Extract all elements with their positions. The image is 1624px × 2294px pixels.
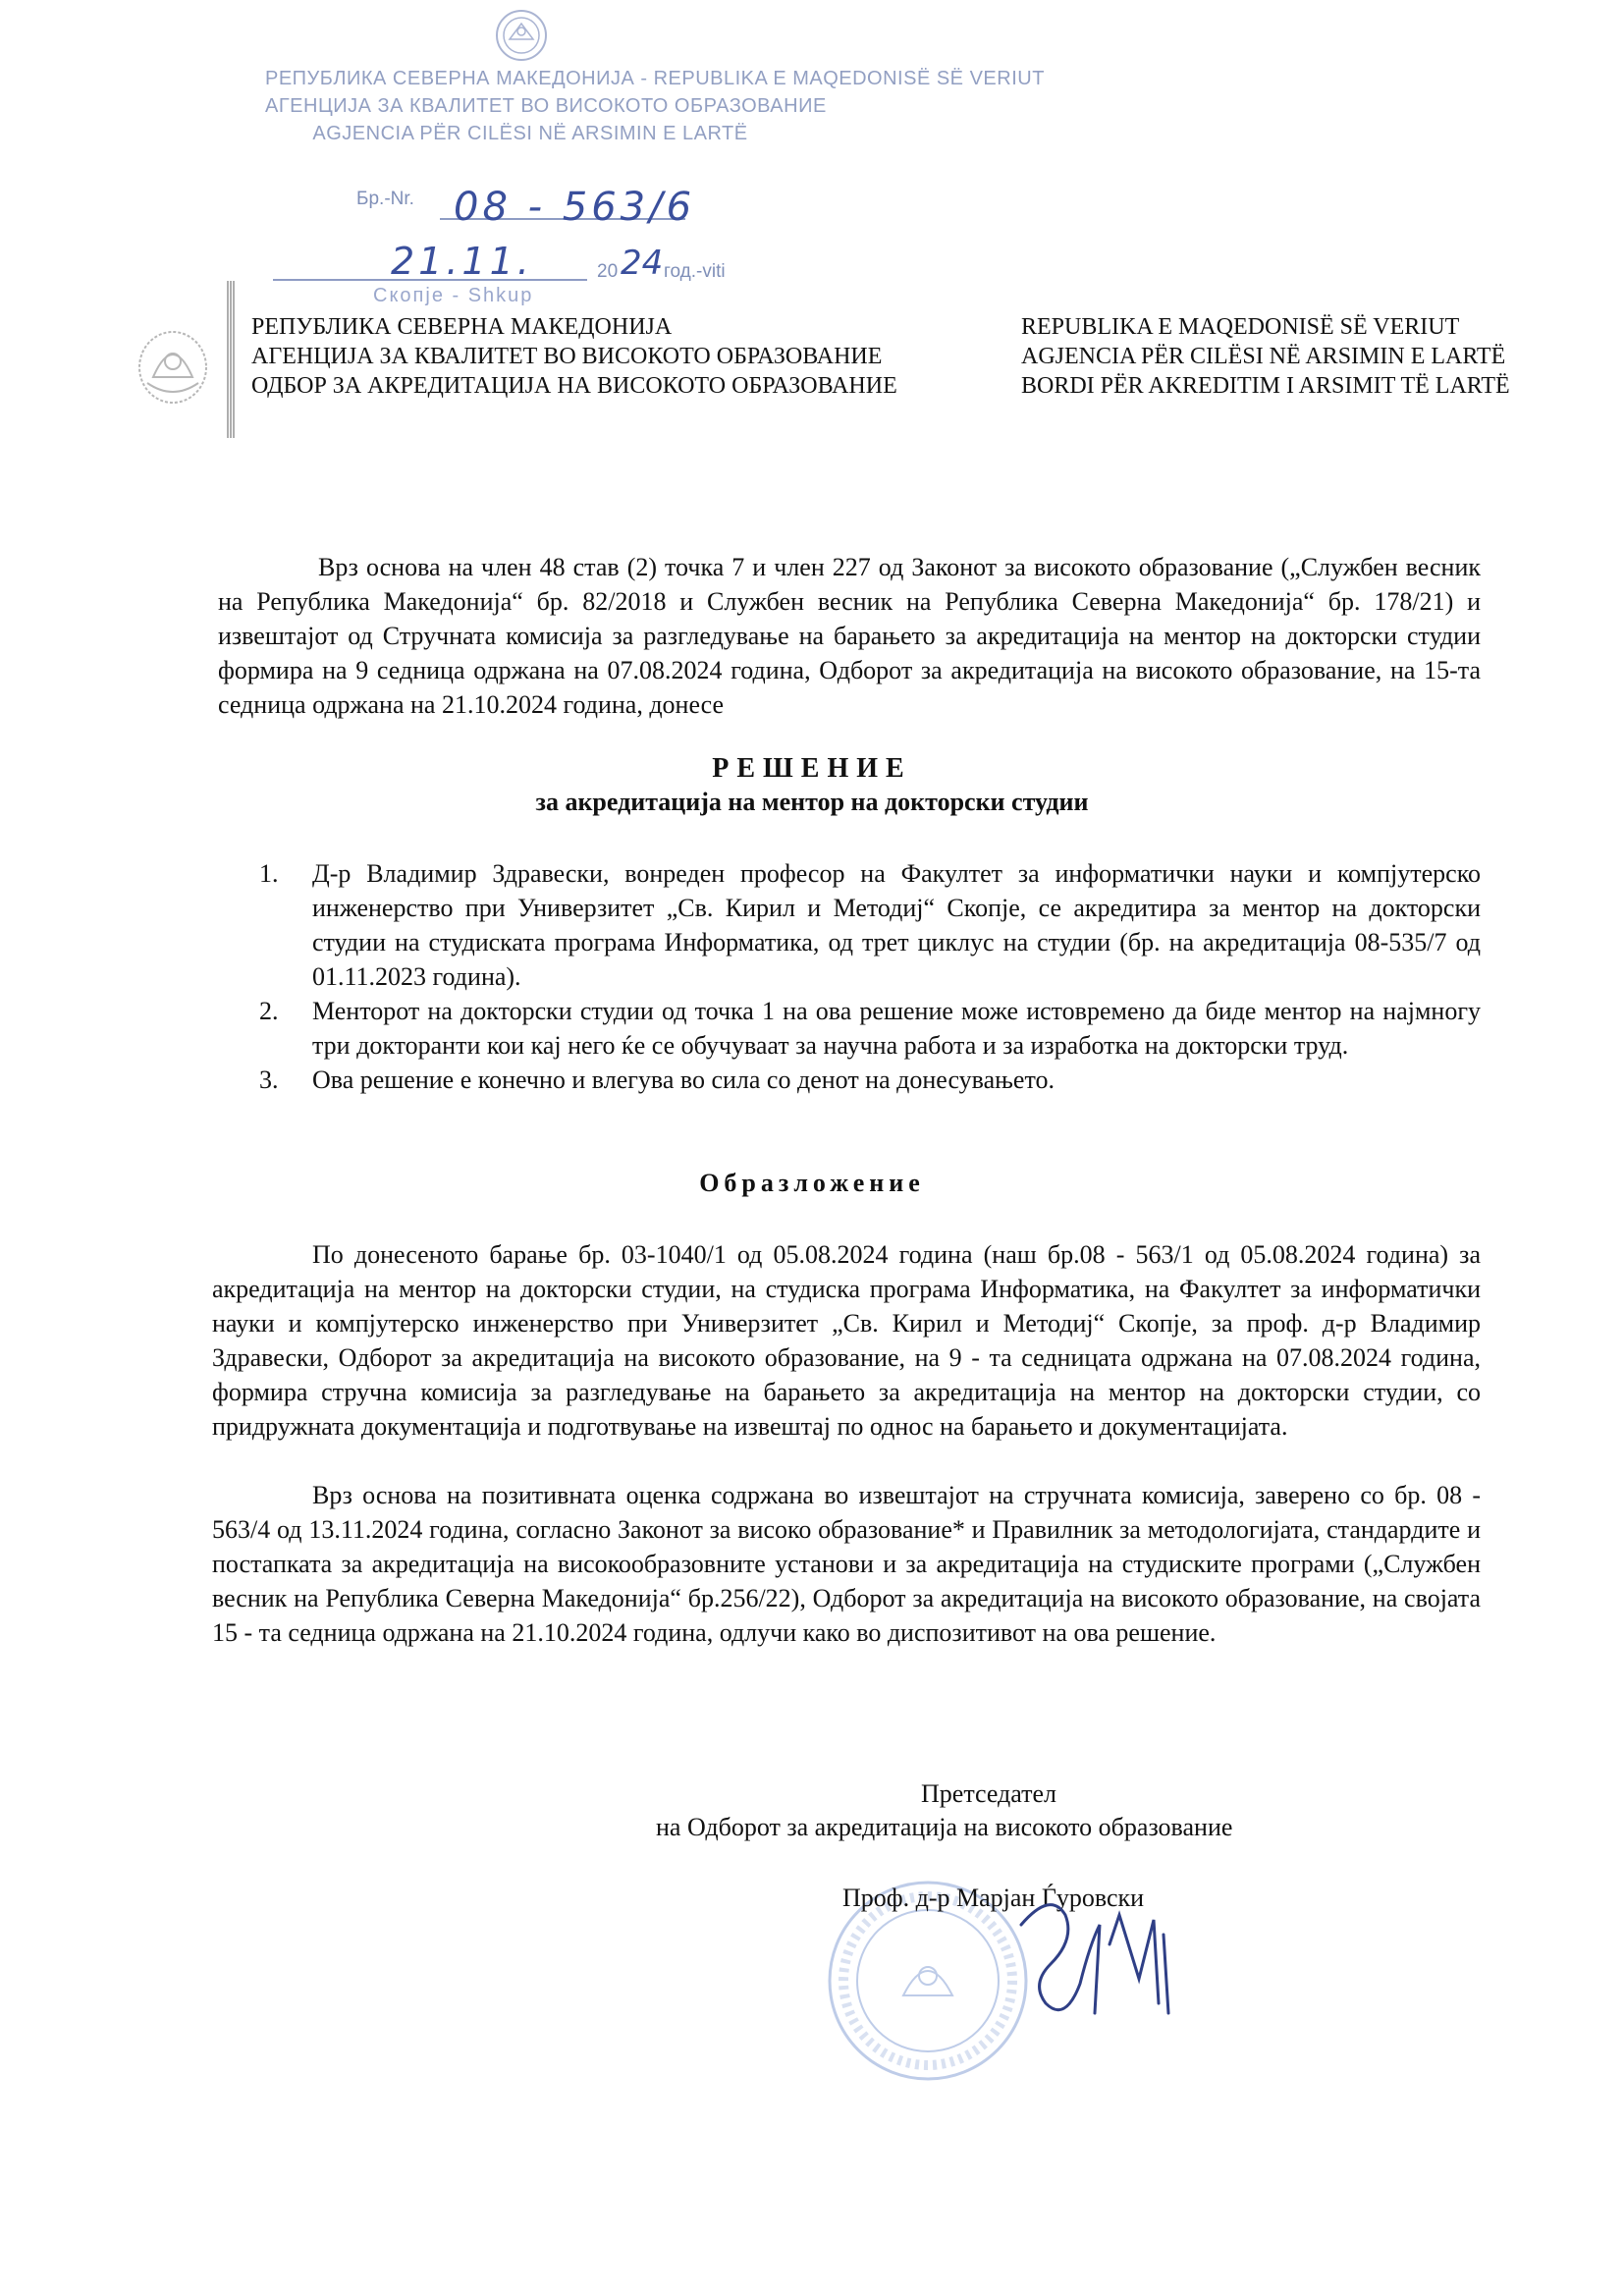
item-text: Менторот на докторски студии од точка 1 на ова решение може истовремено да биде ментор на најмногу три докторанти кои кај него ќе се обучуваат за научна работа и за изработка на докторски труд.: [312, 997, 1481, 1060]
decision-items: [255, 856, 1481, 1097]
reasoning-title: Образложение: [699, 1169, 925, 1197]
letterhead-line: РЕПУБЛИКА СЕВЕРНА МАКЕДОНИЈА: [251, 314, 673, 340]
item-number: 1.: [259, 859, 279, 888]
stamp-line: AGJENCIA PËR CILËSI NË ARSIMIN E LARTË: [312, 123, 748, 144]
signatory-role: Претседател: [921, 1779, 1057, 1808]
handwritten-signature-icon: [992, 1885, 1208, 2033]
letterhead-mk: [251, 312, 897, 401]
stamp-line: АГЕНЦИЈА ЗА КВАЛИТЕТ ВО ВИСОКОТО ОБРАЗОВАНИЕ: [265, 95, 827, 117]
list-item: [255, 1063, 1481, 1097]
letterhead-sq: [1021, 312, 1510, 401]
letterhead-line: BORDI PËR AKREDITIM I ARSIMIT TË LARTË: [1021, 373, 1510, 399]
stamp-crest-icon: [494, 8, 549, 63]
handwritten-date: 21.11.: [391, 240, 533, 283]
letterhead-line: AGJENCIA PËR CILËSI NË ARSIMIN E LARTË: [1021, 344, 1506, 369]
handwritten-number: 08 - 563/6: [454, 185, 696, 230]
decision-subtitle: за акредитација на ментор на докторски студии: [535, 788, 1089, 816]
stamp-year-suffix: год.-viti: [664, 261, 726, 282]
registry-stamp: [265, 65, 1045, 147]
handwritten-year: 24: [621, 244, 664, 283]
reasoning-paragraph: По донесеното барање бр. 03-1040/1 од 05.08.2024 година (наш бр.08 - 563/1 од 05.08.2024 година) за акредитација на ментор на докторски студии, на студиска програма Информатика, на Факултет за информатички науки и компјутерско инженерство при Универзитет „Св. Кирил и Методиј“ Скопје, за проф. д-р Владимир Здравески, Одборот за акредитација на високото образование, на 9 - та седницата одржана на 07.08.2024 година, формира стручна комисија за разгледување на барањето за акредитација на ментор на докторски студии, со придружната документација и подготвување на извештај по однос на барањето и документацијата.: [212, 1240, 1481, 1441]
decision-title: РЕШЕНИЕ: [712, 753, 912, 784]
item-number: 3.: [259, 1065, 279, 1094]
item-text: Д-р Владимир Здравески, вонреден професор на Факултет за информатички науки и компјутерско инженерство при Универзитет „Св. Кирил и Методиј“ Скопје, се акредитира за ментор на докторски студии на студиската програма Информатика, од трет циклус на студии (бр. на акредитација 08-535/7 од 01.11.2023 година).: [312, 859, 1481, 991]
letterhead-divider: [227, 281, 236, 438]
stamp-line: РЕПУБЛИКА СЕВЕРНА МАКЕДОНИЈА - REPUBLIKA E MAQEDONISË SË VERIUT: [265, 68, 1045, 89]
stamp-city: Скопје - Shkup: [373, 285, 534, 306]
signatory-name: Проф. д-р Марјан Ѓуровски: [842, 1884, 1145, 1912]
signatory-body: на Одборот за акредитација на високото образование: [656, 1813, 1233, 1841]
preamble: Врз основа на член 48 став (2) точка 7 и член 227 од Законот за високото образование („Службен весник на Република Македонија“ бр. 82/2018 и Службен весник на Република Северна Македонија“ бр. 178/21) и извештајот од Стручната комисија за разгледување на барањето за акредитација на ментор на докторски студии формира на 9 седница одржана на 07.08.2024 година, Одборот за акредитација на високото образование, на 15-та седница одржана на 21.10.2024 година, донесе: [218, 553, 1481, 719]
list-item: [255, 994, 1481, 1063]
item-text: Ова решение е конечно и влегува во сила со денот на донесувањето.: [312, 1065, 1055, 1094]
letterhead-line: ОДБОР ЗА АКРЕДИТАЦИЈА НА ВИСОКОТО ОБРАЗОВАНИЕ: [251, 373, 897, 399]
item-number: 2.: [259, 997, 279, 1025]
letterhead-line: АГЕНЦИЈА ЗА КВАЛИТЕТ ВО ВИСОКОТО ОБРАЗОВАНИЕ: [251, 344, 883, 369]
stamp-year-prefix: 20: [597, 261, 619, 282]
reasoning-paragraph: Врз основа на позитивната оценка содржана во извештајот на стручната комисија, заверено со бр. 08 - 563/4 од 13.11.2024 година, согласно Законот за високо образование* и Правилник за методологијата, стандардите и постапката за акредитација на високообразовните установи и за акредитација на студиските програми („Службен весник на Република Северна Македонија“ бр.256/22), Одборот за акредитација на високото образование, на својата 15 - та седница одржана на 21.10.2024 година, одлучи како во диспозитивот на ова решение.: [212, 1481, 1481, 1647]
list-item: [255, 856, 1481, 994]
coat-of-arms-icon: [135, 324, 210, 407]
letterhead-line: REPUBLIKA E MAQEDONISË SË VERIUT: [1021, 314, 1460, 340]
stamp-number-prefix: Бр.-Nr.: [356, 189, 414, 209]
